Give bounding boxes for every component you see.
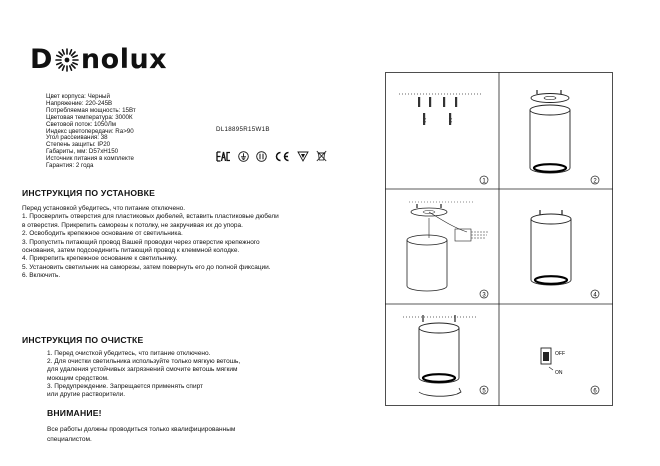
- spec-line: Световой поток: 1050Лм: [46, 120, 117, 128]
- clean-line: для удаления устойчивых загрязнений смочите ветошь мягким: [47, 366, 238, 374]
- installation-diagrams: [385, 72, 613, 406]
- clean-line: или другие растворители.: [47, 391, 126, 399]
- spec-line: Габариты, мм: D57xH150: [46, 148, 119, 156]
- step-number-2: 2: [593, 178, 597, 185]
- install-line: 3. Пропустить питающий провод Вашей проводки через отверстие крепежного: [22, 238, 260, 246]
- logo-letters: nolux: [80, 44, 168, 75]
- diagram-step-6: [541, 348, 565, 376]
- warning-title: ВНИМАНИЕ!: [47, 408, 102, 418]
- install-line: 1. Просверлить отверстия для пластиковых дюбелей, вставить пластиковые дюбели: [22, 213, 279, 221]
- spec-line: Цвет корпуса: Черный: [46, 93, 110, 100]
- warning-line: специалистом.: [47, 436, 92, 443]
- step-number-1: 1: [482, 178, 486, 185]
- clean-line: 2. Для очистки светильника используйте только мягкую ветошь,: [47, 358, 241, 366]
- certification-marks: [216, 150, 327, 162]
- spec-line: Индекс цветопередачи: Ra>90: [46, 127, 134, 135]
- install-line: основания, затем подсоединить питающий провод к клеммной колодке.: [22, 247, 240, 255]
- spec-line: Потребляемая мощность: 15Вт: [46, 106, 136, 114]
- triangle-mark-icon: [297, 151, 309, 162]
- diagram-step-3: [407, 202, 489, 291]
- step-number-3: 3: [482, 292, 486, 299]
- spec-line: Напряжение: 220-245В: [46, 99, 113, 107]
- weee-mark-icon: [316, 150, 327, 162]
- spec-line: Угол рассеивания: 38: [46, 134, 108, 142]
- switch-on-label: ON: [555, 370, 563, 376]
- install-title: ИНСТРУКЦИЯ ПО УСТАНОВКЕ: [22, 188, 156, 198]
- warning-line: Все работы должны проводиться только квалифицированным: [47, 426, 236, 433]
- install-line: в отверстия. Прикрепить саморезы к потолку, не закручивая их до упора.: [22, 221, 243, 229]
- switch-off-label: OFF: [555, 351, 565, 357]
- install-steps: [22, 205, 367, 281]
- diagram-step-1: [399, 94, 481, 125]
- spec-list: [46, 94, 194, 170]
- diagram-step-5: [403, 315, 477, 396]
- clean-line: 1. Перед очисткой убедитесь, что питание отключено.: [47, 350, 211, 357]
- step-number-5: 5: [482, 388, 486, 395]
- install-line: 5. Установить светильник на саморезы, затем повернуть его до полной фиксации.: [22, 263, 271, 271]
- install-line: 4. Прикрепить крепежное основание к светильнику.: [22, 255, 178, 263]
- brand-logo: [30, 44, 167, 75]
- logo-letter-d: D: [30, 44, 53, 75]
- logo-sun-icon: [54, 47, 80, 73]
- clean-steps: [47, 350, 240, 399]
- clean-line: моющим средством.: [47, 374, 109, 382]
- install-line: 2. Освободить крепежное основание от светильника.: [22, 230, 183, 238]
- ground-mark-icon: [238, 151, 249, 162]
- ce-mark-icon: [274, 151, 290, 162]
- clean-line: 3. Предупреждение. Запрещается применять спирт: [47, 382, 204, 390]
- class2-mark-icon: [256, 151, 267, 162]
- step-number-6: 6: [593, 388, 597, 395]
- eac-mark-icon: [216, 151, 231, 162]
- install-line: 6. Включить.: [22, 272, 61, 280]
- install-line: Перед установкой убедитесь, что питание отключено.: [22, 205, 186, 212]
- spec-line: Источник питания в комплекте: [46, 155, 134, 163]
- spec-line: Цветовая температура: 3000К: [46, 113, 133, 121]
- step-number-4: 4: [593, 292, 597, 299]
- clean-title: ИНСТРУКЦИЯ ПО ОЧИСТКЕ: [22, 335, 144, 345]
- spec-line: Гарантия: 2 года: [46, 162, 94, 170]
- warning-text: [47, 425, 235, 445]
- diagram-step-4: [531, 210, 571, 285]
- spec-line: Степень защиты: IP20: [46, 141, 111, 149]
- model-number: DL18895R15W1B: [216, 126, 270, 133]
- diagram-step-2: [530, 90, 570, 173]
